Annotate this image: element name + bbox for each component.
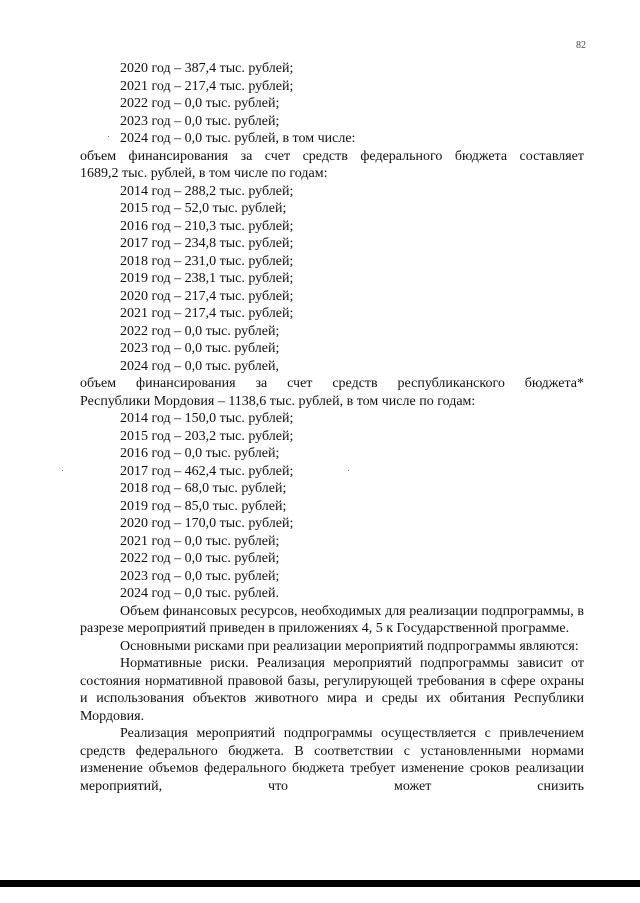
- republic-intro-line1: объем финансирования за счет средств республиканского бюджета*: [80, 376, 584, 391]
- list-item: 2020 год – 387,4 тыс. рублей;: [120, 61, 294, 76]
- list-item: 2019 год – 238,1 тыс. рублей;: [120, 271, 294, 286]
- list-item: 2024 год – 0,0 тыс. рублей,: [120, 358, 279, 374]
- scan-border-bottom: [0, 880, 640, 887]
- list-item: 2021 год – 217,4 тыс. рублей;: [120, 306, 294, 321]
- financing-years-list-republic: [80, 410, 584, 603]
- list-item: 2022 год – 0,0 тыс. рублей;: [120, 96, 280, 111]
- list-item: 2016 год – 0,0 тыс. рублей;: [120, 446, 280, 461]
- list-item: 2017 год – 234,8 тыс. рублей;: [120, 236, 294, 251]
- paragraph-realization: Реализация мероприятий подпрограммы осуществляется с привлечением средств федерального бюджета. В соответствии с установленными нормами изменение объемов федерального бюджета требует изменение сроков реализации мероприятий, что может снизить: [80, 726, 584, 794]
- list-item: 2021 год – 0,0 тыс. рублей;: [120, 533, 280, 549]
- list-item: 2021 год – 217,4 тыс. рублей;: [120, 78, 294, 94]
- paragraph-normative-risks: Нормативные риски. Реализация мероприятий подпрограммы зависит от состояния нормативной правовой базы, регулирующей требования в сфере охраны и использования объектов животного мира и среды их обитания Республики Мордовия.: [80, 656, 584, 724]
- list-item: 2016 год – 210,3 тыс. рублей;: [120, 218, 294, 234]
- list-item: 2014 год – 288,2 тыс. рублей;: [120, 183, 294, 199]
- scan-speck: [108, 136, 109, 137]
- list-item: 2023 год – 0,0 тыс. рублей;: [120, 113, 280, 129]
- federal-intro-line1: объем финансирования за счет средств федерального бюджета составляет: [80, 148, 584, 164]
- list-item: 2015 год – 203,2 тыс. рублей;: [120, 428, 294, 444]
- scan-speck: [348, 470, 349, 471]
- list-item: 2023 год – 0,0 тыс. рублей;: [120, 341, 280, 356]
- list-item: 2022 год – 0,0 тыс. рублей;: [120, 323, 280, 339]
- list-item: 2018 год – 68,0 тыс. рублей;: [120, 481, 287, 496]
- list-item: 2018 год – 231,0 тыс. рублей;: [120, 253, 294, 269]
- paragraph-risks: Основными рисками при реализации мероприятий подпрограммы являются:: [120, 638, 579, 654]
- list-item: 2017 год – 462,4 тыс. рублей;: [120, 463, 294, 479]
- list-item: 2015 год – 52,0 тыс. рублей;: [120, 201, 287, 216]
- list-item: 2023 год – 0,0 тыс. рублей;: [120, 568, 280, 584]
- list-item: 2019 год – 85,0 тыс. рублей;: [120, 498, 287, 514]
- paragraph-resources: Объем финансовых ресурсов, необходимых для реализации подпрограммы, в разрезе мероприятий приведен в приложениях 4, 5 к Государственной программе.: [80, 603, 584, 636]
- financing-years-list-federal: [80, 183, 584, 376]
- list-item: 2020 год – 170,0 тыс. рублей;: [120, 516, 294, 531]
- page-number: 82: [576, 40, 586, 51]
- financing-years-list-total: [80, 60, 584, 148]
- list-item: 2022 год – 0,0 тыс. рублей;: [120, 551, 280, 566]
- list-item: 2024 год – 0,0 тыс. рублей, в том числе:: [120, 131, 356, 146]
- federal-intro-line2: 1689,2 тыс. рублей, в том числе по годам:: [80, 166, 328, 181]
- scan-speck: [62, 470, 63, 471]
- list-item: 2020 год – 217,4 тыс. рублей;: [120, 288, 294, 304]
- list-item: 2024 год – 0,0 тыс. рублей.: [120, 586, 279, 601]
- document-body: [80, 60, 584, 795]
- list-item: 2014 год – 150,0 тыс. рублей;: [120, 411, 294, 426]
- republic-intro-line2: Республики Мордовия – 1138,6 тыс. рублей, в том числе по годам:: [80, 393, 476, 409]
